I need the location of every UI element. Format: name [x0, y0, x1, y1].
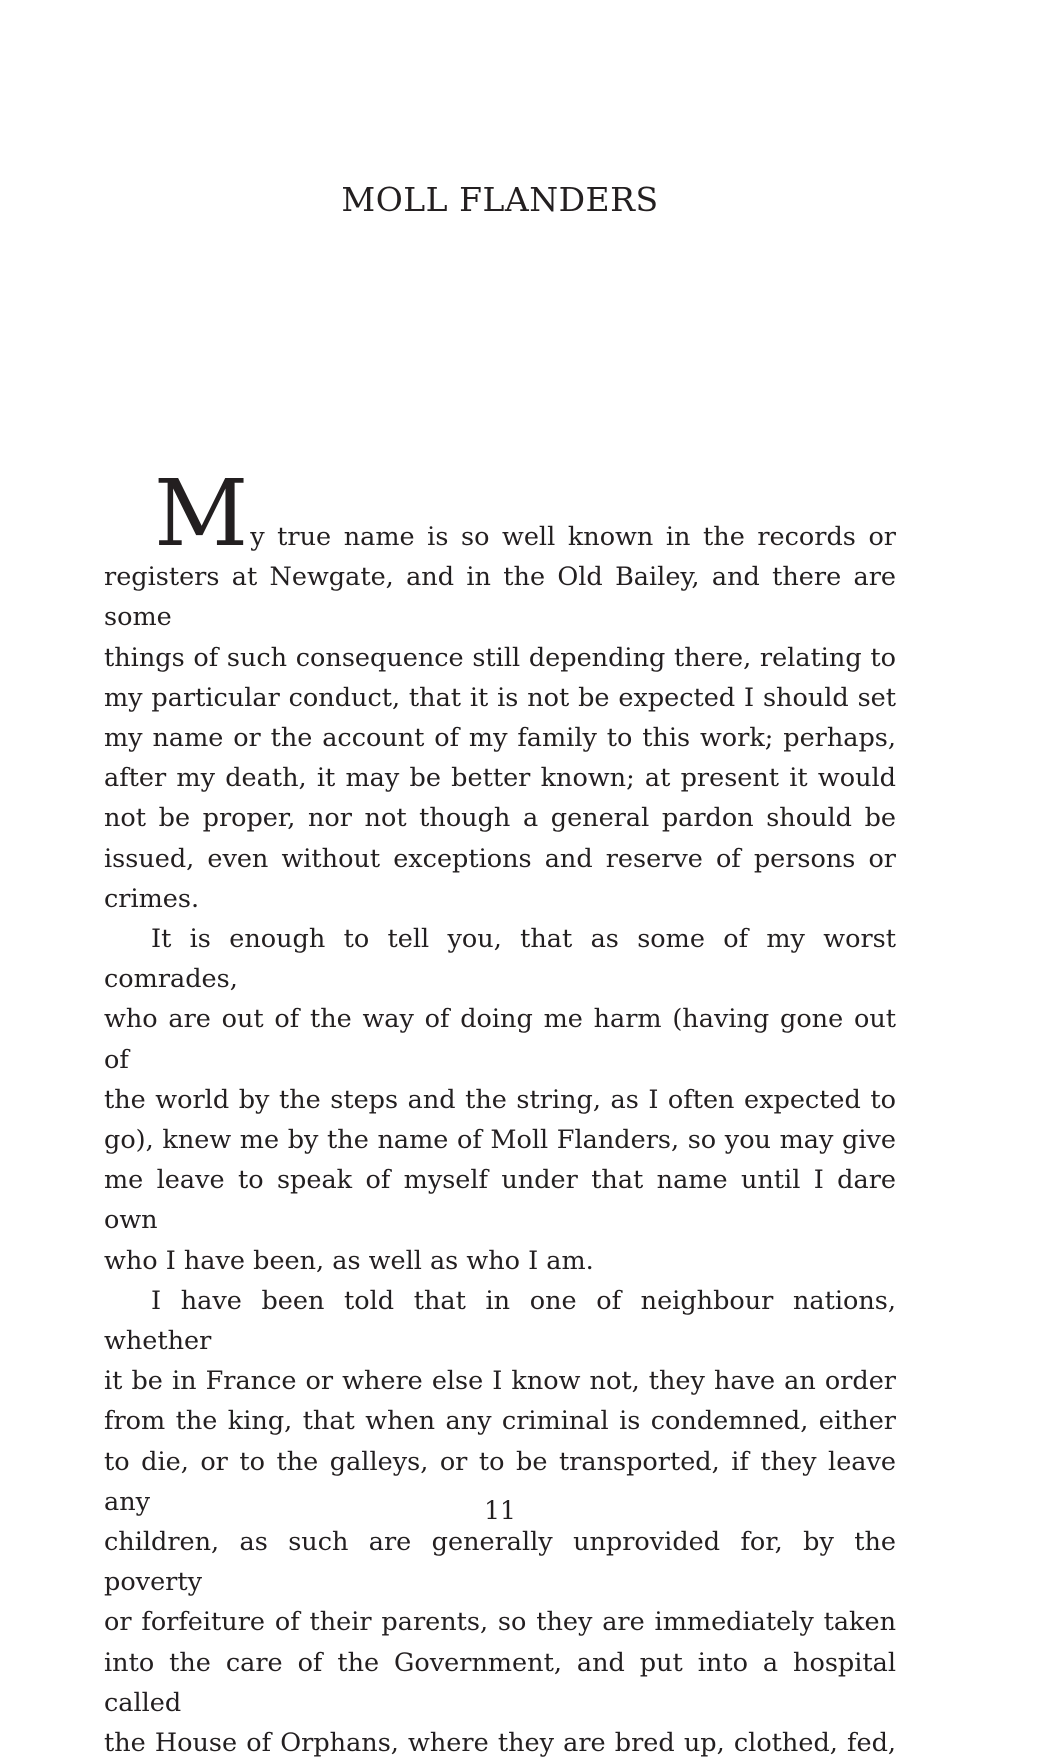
text-line: issued, even without exceptions and reserve of persons or: [104, 843, 896, 874]
text-line: my name or the account of my family to this work; perhaps,: [104, 723, 896, 754]
text-line: crimes.: [104, 883, 200, 914]
text-line-content: y true name is so well known in the records or: [250, 522, 896, 552]
text-line: the world by the steps and the string, as I often expected to: [104, 1084, 896, 1115]
text-line: me leave to speak of myself under that name until I dare own: [104, 1165, 896, 1236]
text-line: it be in France or where else I know not, they have an order: [104, 1366, 896, 1397]
text-line: things of such consequence still depending there, relating to: [104, 642, 896, 673]
page-number: 11: [484, 1496, 516, 1525]
drop-cap: M: [154, 460, 249, 567]
text-line: the House of Orphans, where they are bred up, clothed, fed,: [104, 1728, 896, 1759]
text-line: to die, or to the galleys, or to be transported, if they leave any: [104, 1446, 896, 1517]
text-line: or forfeiture of their parents, so they are immediately taken: [104, 1607, 896, 1638]
text-line: who I have been, as well as who I am.: [104, 1245, 594, 1276]
text-line: not be proper, nor not though a general pardon should be: [104, 803, 896, 834]
body-text: [104, 460, 896, 1763]
text-line: from the king, that when any criminal is condemned, either: [104, 1406, 896, 1437]
text-line: my particular conduct, that it is not be expected I should set: [104, 682, 896, 713]
text-line: go), knew me by the name of Moll Flanders, so you may give: [104, 1125, 896, 1156]
text-line: It is enough to tell you, that as some of my worst comrades,: [104, 924, 896, 995]
text-line: I have been told that in one of neighbour nations, whether: [104, 1285, 896, 1357]
text-line: children, as such are generally unprovided for, by the poverty: [104, 1527, 896, 1598]
text-line: who are out of the way of doing me harm (having gone out of: [104, 1004, 896, 1075]
text-line: [104, 460, 896, 567]
chapter-title: MOLL FLANDERS: [341, 180, 659, 219]
text-line: into the care of the Government, and put into a hospital called: [104, 1647, 896, 1718]
text-line: after my death, it may be better known; at present it would: [104, 763, 896, 794]
text-line: registers at Newgate, and in the Old Bailey, and there are some: [104, 562, 896, 633]
